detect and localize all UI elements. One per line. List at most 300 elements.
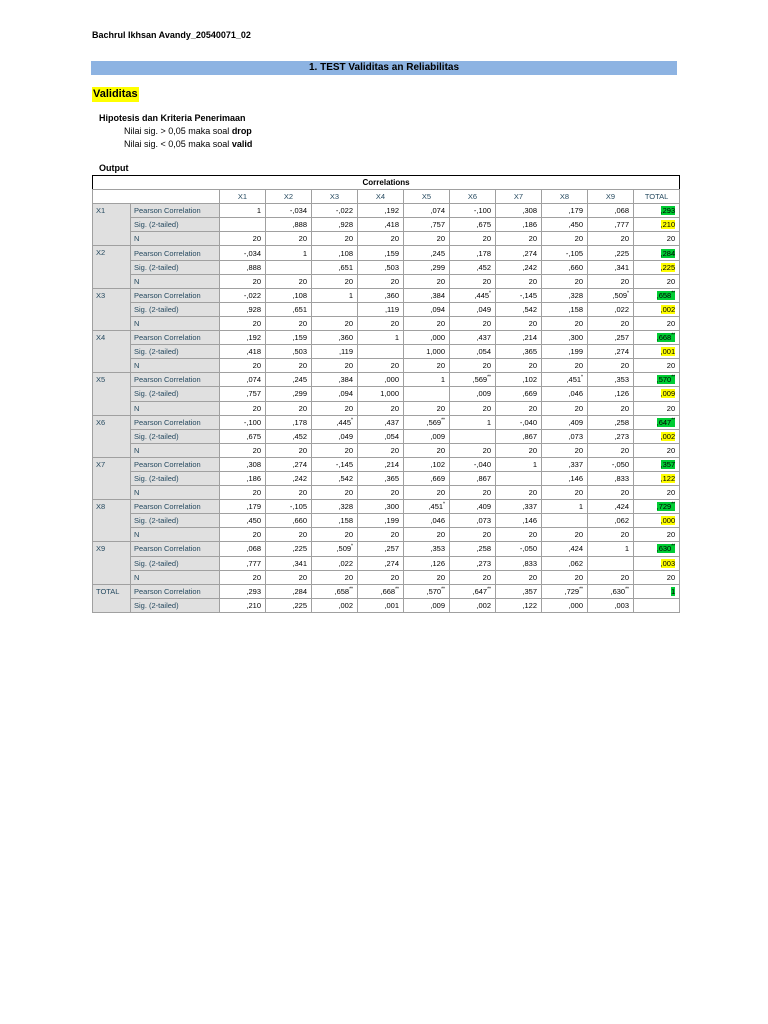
cell-value [614, 502, 629, 511]
table-cell [220, 584, 266, 598]
significance-mark: * [489, 290, 491, 297]
table-cell [358, 204, 404, 218]
table-cell [404, 232, 450, 246]
cell-number: ,360 [338, 333, 353, 343]
cell-value [476, 263, 491, 272]
cell-value [667, 573, 675, 582]
cell-value [472, 375, 491, 384]
cell-number: ,214 [522, 333, 537, 343]
cell-value [621, 277, 629, 286]
cell-value [575, 277, 583, 286]
cell-number: 20 [252, 276, 261, 286]
table-cell [266, 204, 312, 218]
table-row [93, 274, 680, 288]
table-cell [266, 556, 312, 570]
cell-value [483, 404, 491, 413]
cell-value [657, 544, 676, 553]
cell-value [476, 333, 491, 342]
significance-mark: ** [671, 290, 676, 297]
table-row [93, 302, 680, 316]
table-cell [404, 429, 450, 443]
cell-number: ,437 [476, 333, 491, 343]
table-cell [358, 457, 404, 471]
cell-value [391, 361, 399, 370]
cell-value [522, 347, 537, 356]
cell-number: 20 [298, 445, 307, 455]
cell-value [661, 460, 676, 469]
cell-value [474, 291, 491, 300]
significance-mark: * [443, 501, 445, 508]
table-cell [450, 359, 496, 373]
cell-number: 20 [344, 234, 353, 244]
table-cell [634, 486, 680, 500]
significance-mark: ** [349, 586, 353, 593]
hypothesis-text: Nilai sig. > 0,05 maka soal [124, 126, 232, 136]
row-group-label: X6 [93, 415, 131, 457]
cell-value [568, 460, 583, 469]
cell-number: -,105 [289, 502, 307, 512]
table-cell [634, 500, 680, 514]
cell-value [391, 488, 399, 497]
cell-value [522, 305, 537, 314]
cell-number: ,108 [338, 248, 353, 258]
row-stat-label: Sig. (2-tailed) [131, 556, 220, 570]
row-stat-label: Sig. (2-tailed) [131, 514, 220, 528]
cell-value [292, 375, 307, 384]
cell-value [476, 516, 491, 525]
table-cell [588, 486, 634, 500]
row-stat-label: Pearson Correlation [131, 288, 220, 302]
table-cell [404, 415, 450, 429]
table-cell [266, 401, 312, 415]
cell-number: 20 [252, 361, 261, 371]
cell-number: 20 [666, 361, 676, 371]
cell-value [292, 305, 307, 314]
table-cell [450, 232, 496, 246]
table-cell [450, 373, 496, 387]
cell-value [257, 206, 261, 215]
row-stat-label: Pearson Correlation [131, 542, 220, 556]
cell-number: ,668 [656, 333, 672, 343]
table-cell [634, 204, 680, 218]
table-cell [634, 387, 680, 401]
cell-value [430, 220, 445, 229]
cell-number: 20 [252, 572, 261, 582]
table-cell [542, 288, 588, 302]
cell-value [568, 559, 583, 568]
cell-number: ,159 [292, 333, 307, 343]
cell-value [568, 601, 583, 610]
cell-value [483, 277, 491, 286]
cell-number: ,245 [430, 248, 445, 258]
cell-value [246, 587, 261, 596]
table-row [93, 260, 680, 274]
cell-number: 20 [298, 530, 307, 540]
cell-number: 20 [298, 318, 307, 328]
cell-number: 20 [574, 318, 583, 328]
cell-value [384, 249, 399, 258]
table-cell [220, 500, 266, 514]
table-cell [634, 288, 680, 302]
cell-value [612, 460, 629, 469]
table-cell [220, 443, 266, 457]
cell-value [334, 587, 353, 596]
table-cell [220, 570, 266, 584]
cell-number: ,245 [292, 375, 307, 385]
table-cell [312, 274, 358, 288]
cell-value [487, 418, 491, 427]
cell-number: ,569 [426, 417, 442, 427]
row-stat-label: N [131, 359, 220, 373]
row-stat-label: Sig. (2-tailed) [131, 598, 220, 612]
cell-number: ,002 [476, 600, 491, 610]
cell-number: 20 [252, 318, 261, 328]
table-cell [220, 387, 266, 401]
cell-value [529, 277, 537, 286]
cell-number: 20 [620, 276, 629, 286]
row-stat-label: Sig. (2-tailed) [131, 260, 220, 274]
table-cell [634, 316, 680, 330]
cell-number: ,509 [612, 290, 628, 300]
hypothesis-keyword: valid [231, 139, 253, 149]
table-cell [450, 260, 496, 274]
table-cell [588, 415, 634, 429]
table-cell [634, 443, 680, 457]
table-cell [358, 359, 404, 373]
cell-value [428, 502, 445, 511]
cell-value [533, 460, 537, 469]
cell-value [426, 418, 445, 427]
cell-number: 20 [666, 488, 676, 498]
cell-number: ,122 [522, 600, 537, 610]
cell-number: ,074 [246, 375, 261, 385]
cell-number: 20 [436, 572, 445, 582]
cell-value [292, 291, 307, 300]
cell-number: 20 [436, 361, 445, 371]
cell-number: ,418 [384, 220, 399, 230]
cell-value [338, 389, 353, 398]
table-cell [450, 331, 496, 345]
table-cell [404, 457, 450, 471]
row-stat-label: N [131, 232, 220, 246]
table-cell [404, 500, 450, 514]
cell-value [384, 291, 399, 300]
table-cell [450, 288, 496, 302]
table-cell [588, 232, 634, 246]
significance-mark: ** [671, 417, 676, 424]
row-group-label: X9 [93, 542, 131, 584]
table-cell [450, 486, 496, 500]
cell-value [614, 220, 629, 229]
cell-value [667, 530, 675, 539]
cell-value [430, 432, 445, 441]
cell-value [437, 488, 445, 497]
cell-value [529, 488, 537, 497]
cell-value [437, 319, 445, 328]
table-cell [358, 401, 404, 415]
cell-number: 20 [344, 361, 353, 371]
table-cell [358, 443, 404, 457]
cell-number: ,108 [292, 290, 307, 300]
table-cell [358, 429, 404, 443]
cell-value [391, 234, 399, 243]
table-cell [358, 542, 404, 556]
cell-value [391, 277, 399, 286]
table-cell [404, 471, 450, 485]
significance-mark: ** [487, 374, 491, 381]
table-cell [266, 598, 312, 612]
cell-number: 20 [344, 445, 353, 455]
row-group-label: X2 [93, 246, 131, 288]
table-cell [496, 288, 542, 302]
cell-value [657, 291, 676, 300]
table-cell [358, 302, 404, 316]
cell-number: ,675 [246, 431, 261, 441]
cell-value [661, 474, 676, 483]
table-cell [220, 415, 266, 429]
table-cell [404, 274, 450, 288]
cell-number: 20 [344, 530, 353, 540]
table-cell [542, 316, 588, 330]
cell-value [661, 559, 676, 568]
cell-value [529, 361, 537, 370]
significance-mark: ** [579, 586, 583, 593]
table-cell [542, 274, 588, 288]
cell-value [671, 587, 675, 596]
table-cell [266, 345, 312, 359]
table-cell [404, 556, 450, 570]
cell-number: 20 [666, 318, 676, 328]
cell-number: 20 [482, 361, 491, 371]
table-cell [358, 218, 404, 232]
cell-number: ,002 [338, 600, 353, 610]
row-stat-label: Sig. (2-tailed) [131, 429, 220, 443]
cell-number: 20 [528, 234, 537, 244]
cell-value [476, 389, 491, 398]
table-cell [450, 556, 496, 570]
section-title-bar: 1. TEST Validitas an Reliabilitas [91, 61, 677, 75]
cell-value [614, 418, 629, 427]
table-cell [588, 443, 634, 457]
cell-number: ,003 [614, 600, 629, 610]
cell-value [246, 305, 261, 314]
cell-number: 20 [666, 403, 676, 413]
cell-value [575, 530, 583, 539]
cell-number: ,257 [384, 544, 399, 554]
table-cell [266, 486, 312, 500]
table-cell [358, 556, 404, 570]
cell-number: ,119 [384, 304, 399, 314]
table-cell [312, 415, 358, 429]
cell-number: ,258 [614, 417, 629, 427]
cell-value [430, 460, 445, 469]
table-cell [404, 316, 450, 330]
cell-number: ,210 [246, 600, 261, 610]
cell-number: ,509 [336, 544, 352, 554]
cell-number: 20 [344, 318, 353, 328]
row-stat-label: N [131, 443, 220, 457]
cell-number: ,049 [476, 304, 491, 314]
cell-value [667, 404, 675, 413]
table-cell [266, 302, 312, 316]
significance-mark: ** [625, 586, 629, 593]
cell-number: 20 [666, 530, 676, 540]
cell-number: ,102 [522, 375, 537, 385]
table-cell [450, 345, 496, 359]
table-cell [312, 457, 358, 471]
table-cell [634, 415, 680, 429]
row-stat-label: Sig. (2-tailed) [131, 302, 220, 316]
cell-number: ,273 [476, 558, 491, 568]
cell-number: ,274 [614, 347, 629, 357]
cell-number: ,658 [656, 290, 672, 300]
table-cell [496, 218, 542, 232]
cell-value [253, 530, 261, 539]
table-cell [358, 598, 404, 612]
cell-value [303, 249, 307, 258]
cell-value [246, 432, 261, 441]
cell-number: -,034 [243, 248, 261, 258]
cell-number: ,049 [338, 431, 353, 441]
cell-number: ,158 [568, 304, 583, 314]
row-stat-label: Pearson Correlation [131, 246, 220, 260]
cell-value [391, 404, 399, 413]
cell-number: ,274 [522, 248, 537, 258]
cell-number: -,145 [519, 290, 537, 300]
table-cell [634, 232, 680, 246]
cell-value [522, 249, 537, 258]
significance-mark: ** [441, 417, 445, 424]
cell-number: 20 [620, 234, 629, 244]
cell-value [384, 432, 399, 441]
cell-value [612, 291, 629, 300]
cell-number: ,365 [384, 474, 399, 484]
cell-value [384, 502, 399, 511]
table-cell [220, 401, 266, 415]
table-cell [634, 246, 680, 260]
table-cell [450, 387, 496, 401]
cell-value [430, 263, 445, 272]
table-cell [634, 514, 680, 528]
cell-number: ,503 [384, 262, 399, 272]
row-stat-label: N [131, 401, 220, 415]
cell-value [299, 530, 307, 539]
table-row [93, 471, 680, 485]
cell-number: ,777 [614, 220, 629, 230]
table-cell [634, 302, 680, 316]
cell-value [246, 516, 261, 525]
cell-value [614, 347, 629, 356]
significance-mark: * [351, 543, 353, 550]
table-cell [588, 528, 634, 542]
cell-number: ,009 [660, 389, 676, 399]
cell-number: ,009 [476, 389, 491, 399]
cell-value [292, 432, 307, 441]
cell-number: 20 [344, 403, 353, 413]
table-cell [266, 274, 312, 288]
cell-value [520, 544, 537, 553]
cell-value [437, 446, 445, 455]
table-cell [542, 528, 588, 542]
row-stat-label: Pearson Correlation [131, 457, 220, 471]
table-cell [450, 204, 496, 218]
row-group-label: X1 [93, 204, 131, 246]
table-cell [358, 232, 404, 246]
cell-number: ,328 [338, 502, 353, 512]
table-cell [220, 218, 266, 232]
cell-number: ,225 [292, 600, 307, 610]
cell-value [384, 601, 399, 610]
cell-value [384, 375, 399, 384]
cell-number: ,570 [656, 375, 672, 385]
cell-number: 20 [344, 572, 353, 582]
cell-number: ,384 [430, 290, 445, 300]
column-header: X3 [312, 190, 358, 204]
cell-value [338, 601, 353, 610]
cell-number: -,105 [565, 248, 583, 258]
cell-number: ,003 [660, 558, 676, 568]
table-cell [312, 429, 358, 443]
cell-value [476, 249, 491, 258]
table-row [93, 331, 680, 345]
table-cell [496, 302, 542, 316]
cell-value [338, 220, 353, 229]
table-cell [404, 443, 450, 457]
cell-number: ,054 [384, 431, 399, 441]
table-cell [634, 542, 680, 556]
cell-number: ,668 [380, 586, 396, 596]
row-group-label: X4 [93, 331, 131, 373]
cell-value [345, 446, 353, 455]
cell-value [345, 277, 353, 286]
cell-value [614, 601, 629, 610]
cell-number: ,022 [614, 304, 629, 314]
table-cell [358, 373, 404, 387]
cell-number: ,357 [660, 459, 676, 469]
cell-number: 20 [574, 530, 583, 540]
cell-number: ,199 [384, 516, 399, 526]
table-cell [542, 246, 588, 260]
cell-number: 20 [574, 234, 583, 244]
cell-number: 20 [390, 488, 399, 498]
cell-value [522, 502, 537, 511]
cell-value [568, 305, 583, 314]
cell-number: ,308 [522, 206, 537, 216]
cell-number: ,000 [384, 375, 399, 385]
table-row [93, 204, 680, 218]
table-cell [312, 387, 358, 401]
cell-number: ,888 [246, 262, 261, 272]
cell-number: ,054 [476, 347, 491, 357]
cell-number: 20 [436, 276, 445, 286]
table-cell [266, 316, 312, 330]
table-cell [542, 331, 588, 345]
cell-value [391, 530, 399, 539]
significance-mark: * [627, 290, 629, 297]
table-cell [404, 218, 450, 232]
cell-number: ,328 [568, 290, 583, 300]
cell-value [474, 206, 491, 215]
cell-number: 20 [528, 403, 537, 413]
cell-value [246, 474, 261, 483]
cell-value [621, 488, 629, 497]
cell-number: 20 [482, 530, 491, 540]
cell-value [339, 347, 353, 356]
cell-number: ,225 [614, 248, 629, 258]
cell-value [246, 601, 261, 610]
table-cell [496, 387, 542, 401]
cell-number: 20 [528, 445, 537, 455]
